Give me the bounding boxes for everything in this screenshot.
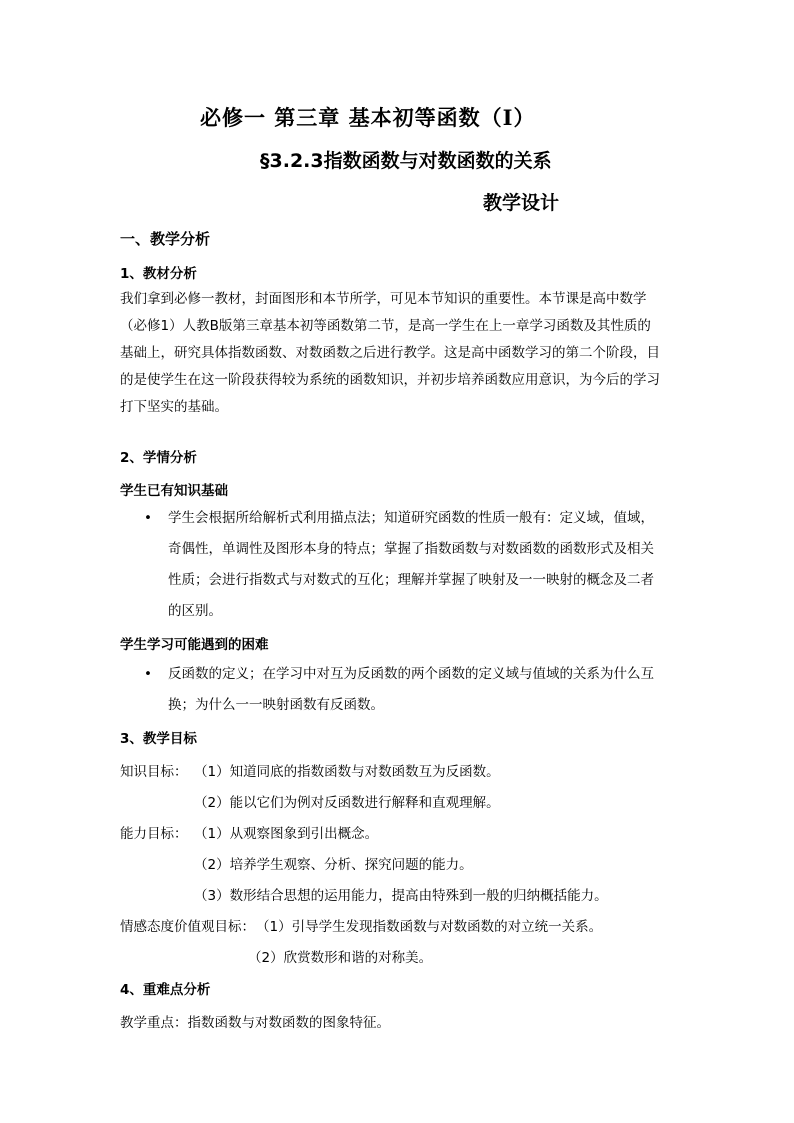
heading-known-knowledge: 学生已有知识基础 — [120, 483, 228, 499]
list-line: 换；为什么一一映射函数有反函数。 — [168, 697, 384, 713]
paragraph-line: （必修1）人教B版第三章基本初等函数第二节，是高一学生在上一章学习函数及其性质的 — [120, 318, 651, 334]
ability-goal-1: （1）从观察图象到引出概念。 — [194, 826, 379, 842]
paragraph-line: 打下坚实的基础。 — [120, 399, 228, 415]
list-line: 性质；会进行指数式与对数式的互化；理解并掌握了映射及一一映射的概念及二者 — [168, 572, 654, 588]
key-point-text: 教学重点：指数函数与对数函数的图象特征。 — [120, 1015, 390, 1031]
textbook-analysis-paragraph — [120, 286, 678, 421]
title-design: 教学设计 — [483, 192, 560, 214]
emotion-goal-label: 情感态度价值观目标： — [120, 919, 255, 935]
knowledge-goal-2: （2）能以它们为例对反函数进行解释和直观理解。 — [194, 795, 500, 811]
heading-learning-difficulties: 学生学习可能遇到的困难 — [120, 637, 269, 653]
heading-key-points: 4、重难点分析 — [120, 982, 211, 998]
difficulty-list — [168, 659, 678, 721]
paragraph-line: 基础上，研究具体指数函数、对数函数之后进行教学。这是高中函数学习的第二个阶段，目 — [120, 345, 660, 361]
paragraph-line: 的是使学生在这一阶段获得较为系统的函数知识，并初步培养函数应用意识，为今后的学习 — [120, 372, 660, 388]
list-line: 奇偶性，单调性及图形本身的特点；掌握了指数函数与对数函数的函数形式及相关 — [168, 541, 654, 557]
knowledge-goal-label: 知识目标： — [120, 764, 188, 780]
heading-teaching-analysis: 一、教学分析 — [120, 230, 211, 248]
emotion-goal-1: （1）引导学生发现指数函数与对数函数的对立统一关系。 — [256, 919, 603, 935]
ability-goal-2: （2）培养学生观察、分析、探究问题的能力。 — [194, 857, 473, 873]
paragraph-line: 我们拿到必修一教材，封面图形和本节所学，可见本节知识的重要性。本节课是高中数学 — [120, 291, 647, 307]
emotion-goal-2: （2）欣赏数形和谐的对称美。 — [248, 950, 433, 966]
bullet-icon: • — [144, 510, 152, 526]
title-section: §3.2.3指数函数与对数函数的关系 — [260, 150, 552, 172]
known-knowledge-list — [168, 503, 678, 627]
list-line: 的区别。 — [168, 603, 222, 619]
list-line: 反函数的定义；在学习中对互为反函数的两个函数的定义域与值域的关系为什么互 — [168, 666, 654, 682]
title-chapter: 必修一 第三章 基本初等函数（Ⅰ） — [200, 105, 536, 130]
bullet-icon: • — [144, 666, 152, 682]
knowledge-goal-1: （1）知道同底的指数函数与对数函数互为反函数。 — [194, 764, 500, 780]
heading-textbook-analysis: 1、教材分析 — [120, 266, 197, 282]
ability-goal-label: 能力目标： — [120, 826, 188, 842]
list-line: 学生会根据所给解析式利用描点法；知道研究函数的性质一般有：定义域，值域， — [168, 510, 654, 526]
heading-student-analysis: 2、学情分析 — [120, 450, 197, 466]
heading-teaching-goals: 3、教学目标 — [120, 731, 197, 747]
ability-goal-3: （3）数形结合思想的运用能力，提高由特殊到一般的归纳概括能力。 — [194, 888, 608, 904]
